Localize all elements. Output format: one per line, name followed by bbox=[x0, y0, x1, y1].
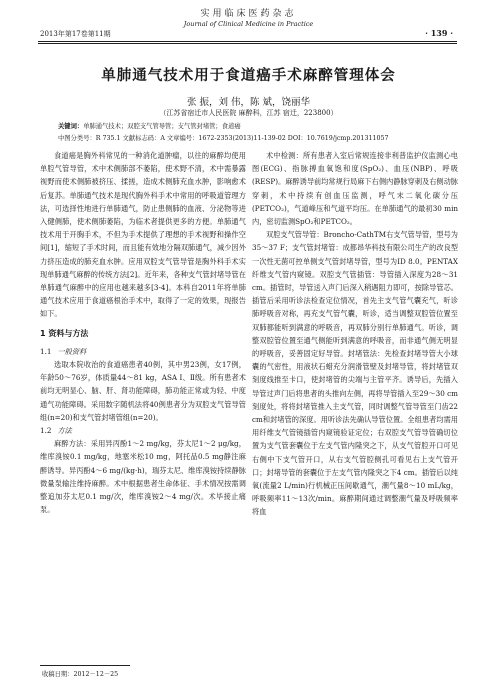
received-date: 收稿日期：2012－12－25 bbox=[42, 671, 119, 678]
keywords-line bbox=[58, 121, 241, 130]
article-affiliation: （江苏省宿迁市人民医院 麻醉科，江苏 宿迁，223800） bbox=[159, 109, 338, 117]
journal-name-en: Journal of Clinical Medicine in Practice bbox=[183, 20, 314, 28]
article-title: 单肺通气技术用于食道癌手术麻醉管理体会 bbox=[101, 68, 396, 84]
anesthesia-paragraph: 麻醉方法：采用异丙酚1～2 mg/kg，芬太尼1～2 μg/kg，维库溴铵0.1 mg/kg，地塞米松10 mg，阿托品0.5 mg静注麻醉诱导。异丙酚4～6 mg/(kg·h)，瑞芬太尼、维库溴铵持续静脉微量泵输注维持麻醉。术中根据患者生命体征、手术情况按需调整追加芬太尼0.1 mg/次，维库溴铵2～4 mg/次。术毕接止痛泵。 bbox=[40, 439, 246, 515]
patients-paragraph: 选取本院收治的食道癌患者40例，其中男23例，女17例，年龄50～76岁，体质量44～81 kg，ASA Ⅰ、Ⅱ级。所有患者术前均无明显心、脑、肝、肾功能障碍，肺功能正常或为轻、中度通气功能障碍。采用数字随机法将40例患者分为双腔支气管导管组(n=20)和支气管封堵管组(n=20)。 bbox=[40, 360, 246, 422]
article-authors: 张 振，刘 伟，陈 斌，饶丽华 bbox=[186, 97, 311, 108]
subsection-title: 一般资料 bbox=[57, 346, 87, 356]
section-heading: 1 资料与方法 bbox=[40, 328, 89, 338]
subsection-number: 1.1 bbox=[40, 346, 52, 356]
intro-paragraph: 食道癌是胸外科常见的一种消化道肿瘤，以往的麻醉均使用单腔气管导管，术中术侧肺部不萎陷，使术野不清，术中需暴露视野而使术侧肺被挤压、揉搓，造成术侧肺充血水肿，影响愈术后复苏。单肺通气技术是现代胸外科手术中常用的呼吸道管理方法，可选择性地进行单肺通气，防止患侧肺的血液、分泌物等进入健侧肺，使术侧肺萎陷，为临术者提供更多的方便。单肺通气技术用于开胸手术，不但为手术提供了理想的手术视野和操作空间[1]，缩短了手术时间，而且能有效地分隔双肺通气，减少因外力挤压造成的肺充血水肿。应用双腔支气管导管是胸外科手术实现单肺通气麻醉的传统方法[2]。近年来，各种支气管封堵导管在单肺通气麻醉中的应用也越来越多[3-4]。本科自2011年将单肺通气技术应用于食道癌根治手术中，取得了一定的效果，现报告如下。 bbox=[40, 151, 246, 319]
subsection-title: 方法 bbox=[57, 426, 72, 436]
keywords-text: 单肺通气技术；双腔支气管导管；支气管封堵管；食道癌 bbox=[83, 123, 241, 130]
header-rule bbox=[38, 41, 457, 42]
subsection-number: 1.2 bbox=[40, 426, 52, 436]
subsection-heading bbox=[40, 424, 246, 437]
issue-info: 2013年第17卷第11期 bbox=[40, 30, 111, 38]
devices-paragraph: 双腔支气管导管：Broncho-CathTM右支气管导管，型号为35～37 F；支气管封堵管：成都昂华科技有限公司生产的改良型一次性无菌可控单侧支气管封堵导管，型号为ID 8.0。PENTAX纤维支气管内窥镜。双腔支气管插管：导管插入深度为28～31 cm。插管时，导管送入声门后深入稍遇阻力即可，按除导管芯。插管后采用听诊法检查定位情况，首先主支气管气囊充气，听诊肺呼吸音对称，再充支气管气囊，听诊，适当调整双腔管位置至双肺都能听到满意的呼吸音，再双肺分别行单肺通气。听诊，调整双腔管位置至通气侧能听到满意的呼吸音，而非通气侧无明显的呼吸音，妥善固定好导管。封堵管法：先检查封堵导管大小球囊的气密性，用液状石蜡充分润滑管壁及封堵导管，将封堵管双刻度线推至卡口，使封堵管的尖端与主管平齐。诱导后，先插入导管过声门后将患者的头推向左侧，再将导管插入至29～30 cm刻度处，将将封堵管推入主支气管，同时调整气管导管至门齿22 cm和封堵管的深度。用听诊法先确认导管位置。全组患者均需用用纤维支气管镜插管内窥镜验证定位；右双腔支气管导管确切位置为支气管套囊位于左支气管内隆突之下，从支气管腔开口可见右侧中下支气管开口，从右支气管腔侧孔可看见右上支气管开口；封堵导管的套囊位于左支气管内隆突之下4 cm。插管后以纯氧(流量2 L/min)行机械正压间歇通气，潮气量8～10 mL/kg，呼吸频率11～13次/min。麻醉期间通过调整潮气量及呼吸频率将血 bbox=[252, 230, 458, 517]
classification-line: 中图分类号：R 735.1 文献标志码：A 文章编号：1672-2353(2013)11-139-02 DOI：10.7619/jcmp.201311057 bbox=[58, 135, 389, 142]
journal-name-cn: 实用临床医药杂志 bbox=[200, 9, 297, 19]
keywords-label: 关键词： bbox=[58, 123, 84, 130]
subsection-heading bbox=[40, 345, 246, 358]
left-column bbox=[40, 149, 246, 516]
right-column bbox=[252, 149, 458, 519]
monitoring-paragraph: 术中检测：所有患者入室后常规连接非利普监护仪监测心电图(ECG)、指脉搏血氧饱和度(SpO₂)、血压(NBP)、呼吸(RESP)。麻醉诱导前均常规行局麻下右侧内静脉穿刺及右侧动脉穿刺，术中持续有创血压监测，呼气末二氧化碳分压(PETCO₂)，气道峰压和气道平均压。在单肺通气的最初30 min内，密切监测SpO₂和PETCO₂。 bbox=[252, 151, 458, 227]
footnote-rule bbox=[40, 665, 130, 666]
page-number: · 139 · bbox=[425, 28, 453, 38]
header-rule-thin bbox=[38, 43, 457, 44]
